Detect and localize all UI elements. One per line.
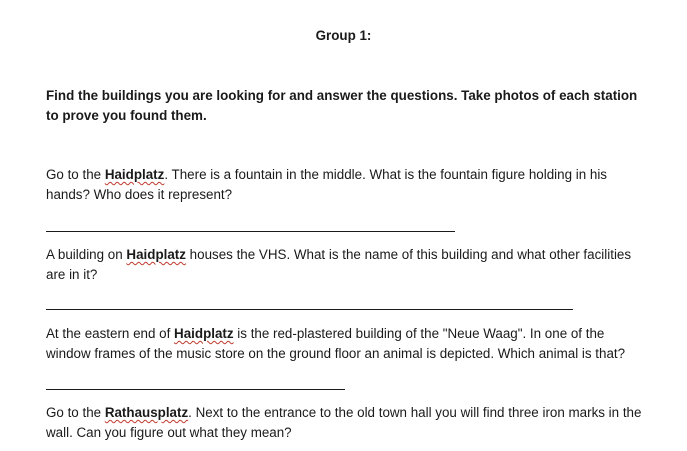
question-2-pre: A building on (46, 247, 127, 262)
question-4-keyword: Rathausplatz (104, 405, 189, 420)
question-3 (46, 324, 646, 364)
question-2 (46, 245, 646, 285)
question-4 (46, 403, 646, 443)
question-1-pre: Go to the (46, 167, 105, 182)
page-title: Group 1: (315, 28, 372, 43)
question-3-pre: At the eastern end of (46, 326, 175, 341)
question-3-keyword: Haidplatz (174, 326, 234, 341)
answer-line-1[interactable] (46, 231, 455, 232)
question-3-post: is the red-plastered building of the "Neue Waag". In one of the window frames of the music store on the ground floor an animal is depicted. Which animal is that? (46, 326, 626, 361)
question-4-post: . Next to the entrance to the old town hall you will find three iron marks in the wall. Can you figure out what they mean? (46, 405, 642, 440)
question-4-pre: Go to the (46, 405, 105, 420)
question-1-keyword: Haidplatz (104, 167, 165, 182)
instructions-text: Find the buildings you are looking for and answer the questions. Take photos of each station to prove you found them. (46, 88, 638, 123)
question-1 (46, 165, 646, 205)
question-2-post: houses the VHS. What is the name of this building and what other facilities are in it? (46, 247, 632, 282)
question-1-post: . There is a fountain in the middle. What is the fountain figure holding in his hands? Who does it represent? (46, 167, 607, 202)
question-2-keyword: Haidplatz (126, 247, 186, 262)
answer-line-3[interactable] (46, 389, 345, 390)
answer-line-2[interactable] (46, 309, 573, 310)
